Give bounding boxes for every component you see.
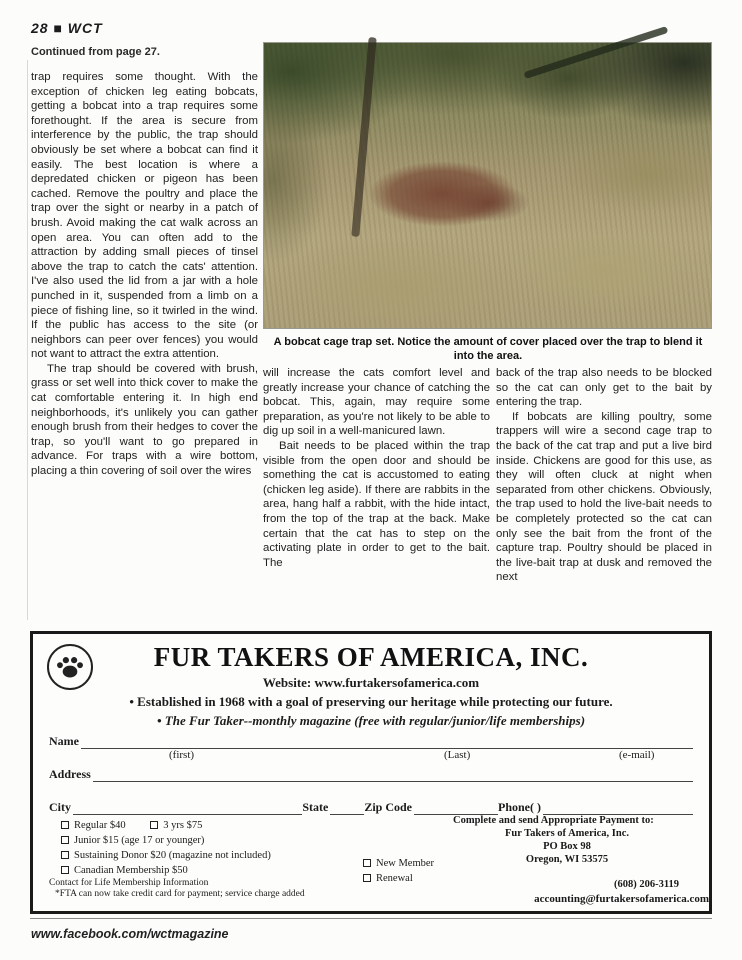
article-paragraph: If bobcats are killing poultry, some trappers will wire a second cage trap to the back of the cat trap and put a live bird inside. Chickens are good for this use, as they will often cluck at night when separated from other chickens. Obviously, the trap used to hold the live-bait needs to be completely protected so the cat can only see the bait from the front of the capture trap. Poultry should be placed in the live-bait trap at dusk and removed the next	[496, 410, 712, 584]
article-column-1	[31, 70, 258, 626]
payment-email: accounting@furtakersofamerica.com	[534, 893, 709, 905]
checkbox-junior	[61, 836, 69, 844]
payment-line: Complete and send Appropriate Payment to:	[453, 815, 654, 826]
checkbox-regular	[61, 821, 69, 829]
payment-instructions	[425, 814, 709, 906]
fur-takers-advertisement	[30, 631, 712, 914]
address-row	[49, 767, 693, 782]
page-number-masthead: 28 ■ WCT	[31, 20, 103, 36]
checkbox-renewal	[363, 874, 371, 882]
option-label: Regular $40	[74, 820, 126, 831]
phone-field-line	[543, 801, 693, 815]
option-label: Canadian Membership $50	[74, 865, 188, 876]
ad-website: Website: www.furtakersofamerica.com	[262, 675, 480, 690]
membership-form	[49, 730, 693, 815]
payment-phone: (608) 206-3119	[613, 879, 679, 890]
membership-options	[61, 818, 271, 878]
payment-line: PO Box 98	[543, 841, 591, 852]
ad-title: FUR TAKERS OF AMERICA, INC.	[153, 642, 589, 672]
member-status-row	[363, 857, 434, 871]
phone-label: Phone( )	[498, 800, 541, 814]
city-label: City	[49, 800, 71, 814]
last-hint: (Last)	[444, 749, 471, 761]
membership-option-row	[61, 849, 271, 863]
footer-divider	[30, 918, 712, 919]
member-status-options	[363, 856, 434, 886]
payment-line: Oregon, WI 53575	[525, 854, 609, 865]
paw-print-icon	[47, 644, 93, 690]
checkbox-3yrs	[150, 821, 158, 829]
article-paragraph: back of the trap also needs to be blocked so the cat can only get to the bait by entering the trap.	[496, 367, 712, 409]
name-label: Name	[49, 734, 79, 748]
article-column-2	[263, 366, 490, 626]
address-field-line	[93, 768, 693, 782]
option-label: Sustaining Donor $20 (magazine not included)	[74, 850, 271, 861]
ad-bullet-magazine: • The Fur Taker--monthly magazine (free with regular/junior/life memberships)	[156, 713, 586, 728]
option-label: Renewal	[376, 873, 413, 884]
article-paragraph: will increase the cats comfort level and greatly increase your chance of catching the bobcat. This, again, may require some preparation, as you're not likely to be able to dig up soil in a well-manicured lawn.	[263, 367, 490, 438]
address-label: Address	[49, 767, 91, 781]
state-field-line	[330, 801, 364, 815]
bobcat-trap-photo	[263, 42, 712, 329]
state-label: State	[302, 800, 329, 814]
city-state-zip-phone-row	[49, 800, 693, 815]
option-label: Junior $15 (age 17 or younger)	[74, 835, 205, 846]
name-field-line	[81, 735, 693, 749]
membership-option-row	[61, 864, 271, 878]
email-hint: (e-mail)	[619, 749, 655, 761]
article-paragraph: The trap should be covered with brush, grass or set well into thick cover to make the cat comfortable entering it. In high end neighborhoods, it's unlikely you can gather enough brush from their hedges to cover the trap, so you'll want to go prepared in advance. For traps with a wire bottom, placing a thin covering of soil over the wires	[31, 362, 258, 478]
article-paragraph: Bait needs to be placed within the trap visible from the open door and should be something the cat is accustomed to eating (chicken leg aside). If there are rabbits in the area, hang half a rabbit, with the hide intact, from the top of the trap at the back. Make certain that the cat has to step on the activating plate in order to get to the bait. The	[263, 439, 490, 569]
ad-bullet-established: • Established in 1968 with a goal of preserving our heritage while protecting our future.	[129, 694, 613, 709]
facebook-url-footer: www.facebook.com/wctmagazine	[31, 927, 229, 941]
option-label: 3 yrs $75	[163, 820, 203, 831]
article-column-3	[496, 366, 712, 626]
membership-option-row	[61, 819, 271, 833]
checkbox-canadian	[61, 866, 69, 874]
name-row	[49, 734, 693, 749]
continued-from-note: Continued from page 27.	[31, 46, 160, 58]
zip-label: Zip Code	[364, 800, 412, 814]
name-hints	[49, 749, 693, 763]
membership-option-row	[61, 834, 271, 848]
scan-edge-line	[27, 60, 28, 620]
checkbox-new-member	[363, 859, 371, 867]
payment-line: Fur Takers of America, Inc.	[504, 828, 630, 839]
zip-field-line	[414, 801, 498, 815]
first-hint: (first)	[169, 749, 195, 761]
life-membership-note: Contact for Life Membership Information	[49, 878, 209, 888]
city-field-line	[73, 801, 302, 815]
credit-card-note: *FTA can now take credit card for payment; service charge added	[55, 889, 305, 899]
article-paragraph: trap requires some thought. With the exception of chicken leg eating bobcats, getting a bobcat into a trap requires some forethought. If the area is secure from interference by the public, the trap should obviously be set where a bobcat can find it easily. The best location is where a depredated chicken or pigeon has been cached. Remove the poultry and place the trap over the sight or nearby in a patch of brush. Avoid making the cat walk across an open area. You can often add to the attraction by adding small pieces of tinsel above the trap to catch the cats' attention. I've also used the lid from a jar with a hole punched in it, suspended from a limb on a piece of fishing line, so it twirled in the wind. If the public has access to the site (or neighbors can peer over fences) you would not want to attract the extra attention.	[31, 71, 258, 361]
option-label: New Member	[376, 858, 435, 869]
checkbox-sustaining	[61, 851, 69, 859]
photo-caption: A bobcat cage trap set. Notice the amount of cover placed over the trap to blend it into the area.	[273, 336, 703, 362]
member-status-row	[363, 872, 434, 886]
